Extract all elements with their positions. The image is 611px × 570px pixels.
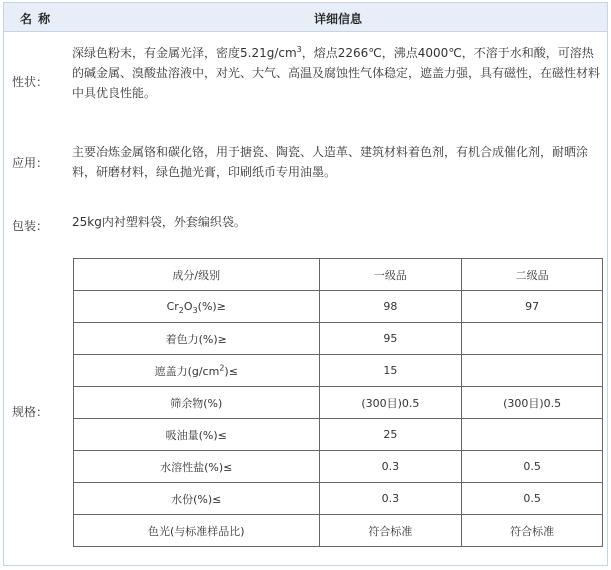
spec-row-name: 色光(与标准样品比)	[74, 515, 320, 547]
spec-row-grade2: 97	[462, 291, 603, 323]
properties-text-superscript: 3	[296, 45, 302, 54]
properties-label: 性状：	[12, 75, 49, 89]
spec-row	[74, 291, 603, 323]
hiding-power-superscript: 2	[219, 362, 225, 372]
spec-row-name	[74, 355, 320, 387]
spec-row-grade1: 0.3	[319, 451, 462, 483]
packaging-label: 包装：	[12, 219, 49, 233]
cr2o3-unit: (%)≥	[197, 300, 226, 313]
spec-row-grade1: 98	[319, 291, 462, 323]
spec-row-grade2	[462, 323, 603, 355]
o-subscript: 3	[192, 306, 198, 316]
spec-row	[74, 515, 603, 547]
spec-row-name	[74, 291, 320, 323]
properties-text-part1: 深绿色粉末，有金属光泽，密度5.21g/cm	[72, 46, 297, 60]
spec-header-component: 成分/级别	[74, 259, 320, 291]
detail-column-header: 详细信息	[314, 12, 363, 26]
spec-row-grade2: 符合标准	[462, 515, 603, 547]
spec-row-grade2: (300目)0.5	[462, 387, 603, 419]
spec-row	[74, 451, 603, 483]
properties-text-part2: ，熔点2266℃，沸点4000℃，不溶于水和酸，可溶热的碱金属、溴酸盐溶液中，对光、大气、高温及腐蚀性气体稳定，遮盖力强，具有磁性，在磁性材料中具优良性能。	[72, 46, 601, 100]
spec-row-grade1: 25	[319, 419, 462, 451]
spec-row-grade1: (300目)0.5	[319, 387, 462, 419]
cr-subscript: 2	[178, 306, 184, 316]
spec-row-name: 着色力(%)≥	[74, 323, 320, 355]
spec-header-grade1: 一级品	[319, 259, 462, 291]
spec-row-grade2: 0.5	[462, 451, 603, 483]
spec-row-grade2	[462, 419, 603, 451]
packaging-text: 25kg内衬塑料袋，外套编织袋。	[72, 215, 246, 229]
table-header	[4, 3, 607, 32]
cr-label: Cr	[166, 300, 179, 313]
spec-row-grade1: 15	[319, 355, 462, 387]
name-column-header: 名 称	[20, 12, 52, 26]
product-detail-panel	[3, 2, 608, 566]
spec-row-grade1: 符合标准	[319, 515, 462, 547]
spec-row-grade1: 0.3	[319, 483, 462, 515]
spec-row	[74, 387, 603, 419]
o-label: O	[183, 300, 193, 313]
spec-row-grade2: 0.5	[462, 483, 603, 515]
spec-row-name: 水份(%)≤	[74, 483, 320, 515]
hiding-power-label: 遮盖力(g/cm	[154, 364, 220, 378]
spec-row-name: 吸油量(%)≤	[74, 419, 320, 451]
spec-header-row	[74, 259, 603, 291]
spec-row-name: 筛余物(%)	[74, 387, 320, 419]
spec-row-grade2	[462, 355, 603, 387]
application-text: 主要冶炼金属铬和碳化铬，用于搪瓷、陶瓷、人造革、建筑材料着色剂，有机合成催化剂，耐晒涂料，研磨材料，绿色抛光膏，印刷纸币专用油墨。	[72, 145, 589, 179]
hiding-power-unit: )≤	[224, 364, 238, 378]
application-label: 应用：	[12, 156, 49, 170]
spec-row	[74, 419, 603, 451]
spec-table	[73, 258, 603, 547]
spec-row	[74, 483, 603, 515]
spec-header-grade2: 二级品	[462, 259, 603, 291]
spec-row	[74, 323, 603, 355]
spec-row	[74, 355, 603, 387]
spec-label: 规格：	[12, 405, 49, 419]
spec-row-grade1: 95	[319, 323, 462, 355]
spec-row-name: 水溶性盐(%)≤	[74, 451, 320, 483]
properties-text	[72, 43, 602, 103]
